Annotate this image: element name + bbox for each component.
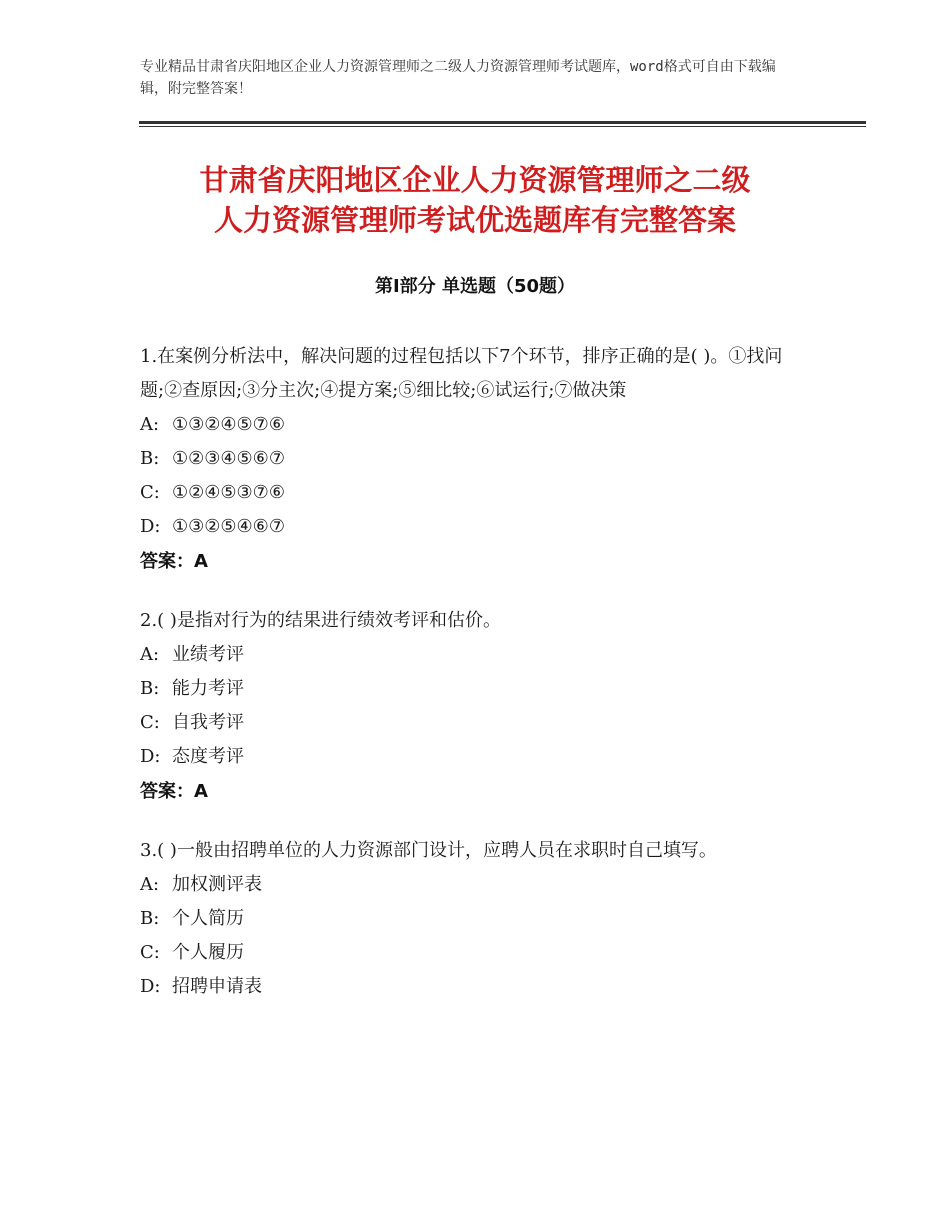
option-letter: D: bbox=[140, 976, 161, 997]
option-letter: B: bbox=[140, 448, 160, 469]
question-option bbox=[140, 740, 820, 774]
question-option bbox=[140, 902, 820, 936]
option-text: ①②③④⑤⑥⑦ bbox=[172, 448, 285, 469]
question-list bbox=[140, 340, 820, 1028]
question-stem: 3.( )一般由招聘单位的人力资源部门设计，应聘人员在求职时自己填写。 bbox=[140, 840, 717, 861]
question-option bbox=[140, 510, 820, 544]
question-option bbox=[140, 706, 820, 740]
option-text: ①③②⑤④⑥⑦ bbox=[172, 516, 285, 537]
document-title-line-2: 人力资源管理师考试优选题库有完整答案 bbox=[213, 203, 736, 237]
question-answer: 答案：A bbox=[140, 551, 208, 572]
question-option bbox=[140, 970, 820, 1004]
option-text: ①③②④⑤⑦⑥ bbox=[172, 414, 285, 435]
question-option bbox=[140, 936, 820, 970]
question-2 bbox=[140, 604, 820, 810]
option-letter: C: bbox=[140, 712, 160, 733]
option-text: 加权测评表 bbox=[172, 874, 262, 895]
option-text: 态度考评 bbox=[172, 746, 244, 767]
header-note: 专业精品甘肃省庆阳地区企业人力资源管理师之二级人力资源管理师考试题库，word格式可自由下载编辑，附完整答案！ bbox=[140, 59, 776, 97]
option-text: 个人履历 bbox=[172, 942, 244, 963]
document-title bbox=[100, 160, 850, 240]
question-option bbox=[140, 672, 820, 706]
option-text: 个人简历 bbox=[172, 908, 244, 929]
option-text: 招聘申请表 bbox=[172, 976, 262, 997]
question-option bbox=[140, 408, 820, 442]
option-letter: C: bbox=[140, 942, 160, 963]
header-divider-thick bbox=[139, 121, 866, 124]
question-stem: 1.在案例分析法中，解决问题的过程包括以下7个环节，排序正确的是( )。①找问题;②查原因;③分主次;④提方案;⑤细比较;⑥试运行;⑦做决策 bbox=[140, 346, 783, 401]
question-option bbox=[140, 476, 820, 510]
option-letter: D: bbox=[140, 746, 161, 767]
question-answer: 答案：A bbox=[140, 781, 208, 802]
header-divider-thin bbox=[139, 126, 866, 127]
option-letter: A: bbox=[140, 644, 160, 665]
question-option bbox=[140, 442, 820, 476]
option-letter: A: bbox=[140, 874, 160, 895]
option-text: 能力考评 bbox=[172, 678, 244, 699]
question-option bbox=[140, 638, 820, 672]
option-text: 自我考评 bbox=[172, 712, 244, 733]
option-letter: D: bbox=[140, 516, 161, 537]
question-stem: 2.( )是指对行为的结果进行绩效考评和估价。 bbox=[140, 610, 501, 631]
option-letter: C: bbox=[140, 482, 160, 503]
document-title-line-1: 甘肃省庆阳地区企业人力资源管理师之二级 bbox=[199, 163, 751, 197]
option-letter: A: bbox=[140, 414, 160, 435]
option-letter: B: bbox=[140, 678, 160, 699]
question-3 bbox=[140, 834, 820, 1004]
section-title: 第Ⅰ部分 单选题（50题） bbox=[374, 276, 575, 297]
question-option bbox=[140, 868, 820, 902]
option-letter: B: bbox=[140, 908, 160, 929]
option-text: ①②④⑤③⑦⑥ bbox=[172, 482, 285, 503]
option-text: 业绩考评 bbox=[172, 644, 244, 665]
question-1 bbox=[140, 340, 820, 580]
